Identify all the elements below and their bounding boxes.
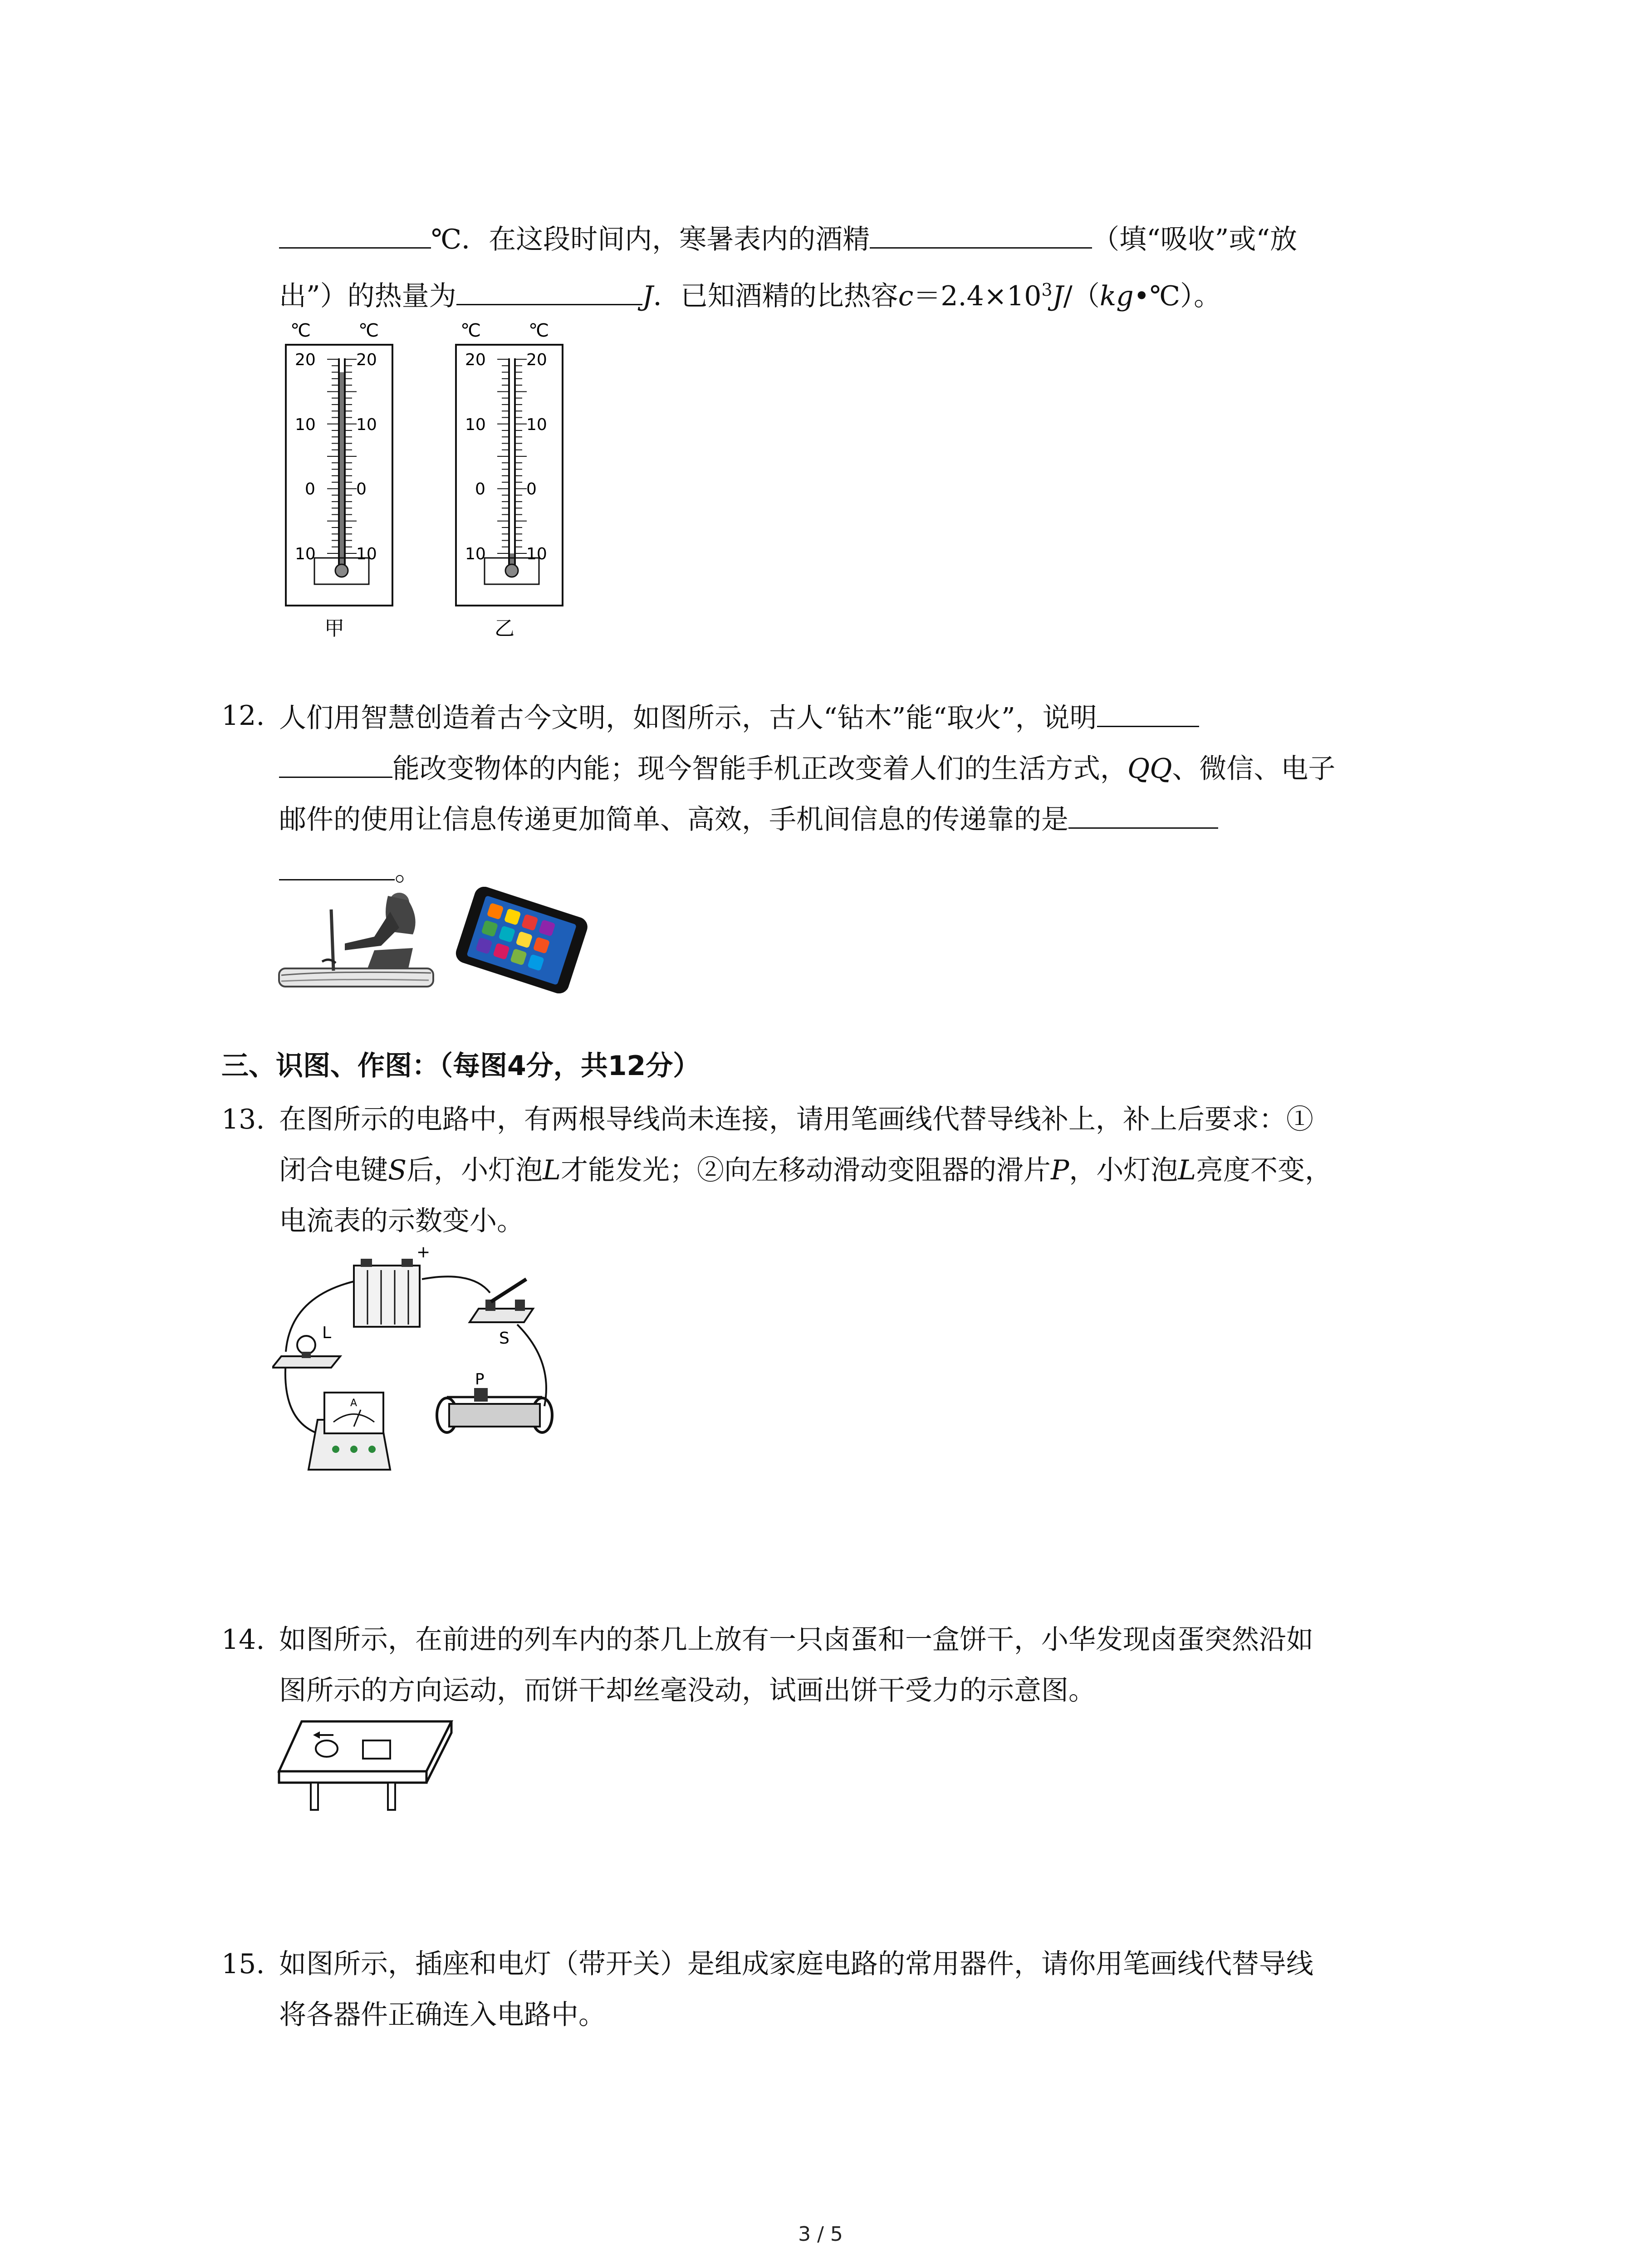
- svg-text:0: 0: [305, 480, 315, 499]
- q15-number: 15.: [221, 1948, 265, 1980]
- label-yi: 乙: [495, 617, 514, 640]
- svg-text:10: 10: [526, 415, 547, 434]
- unit-label: ℃: [529, 320, 549, 341]
- svg-text:10: 10: [465, 415, 486, 434]
- egg: [316, 1740, 338, 1757]
- thermometer-jia: [286, 320, 392, 640]
- svg-text:10: 10: [295, 545, 316, 563]
- thermometer-yi: [456, 320, 563, 640]
- q11-line-1: ℃．在这段时间内，寒暑表内的酒精 （填“吸收”或“放: [279, 219, 1297, 258]
- svg-text:10: 10: [356, 545, 377, 563]
- thermometers-figure: [272, 318, 599, 644]
- q11-line-2: 出”）的热量为 J．已知酒精的比热容$c=2.4\times 10^3J/(kg•℃)$。: [279, 276, 1221, 314]
- smartphone-figure: [454, 887, 590, 993]
- q12-blank-2[interactable]: [1068, 799, 1218, 829]
- q11-blank-absorb-release[interactable]: [870, 219, 1092, 249]
- q14-line-1: 如图所示，在前进的列车内的茶几上放有一只卤蛋和一盒饼干，小华发现卤蛋突然沿如: [279, 1624, 1313, 1656]
- ammeter-label: A: [350, 1398, 358, 1409]
- circuit-figure: [272, 1243, 590, 1488]
- ammeter: [309, 1393, 390, 1470]
- q12-number: 12.: [221, 700, 265, 732]
- svg-text:10: 10: [356, 415, 377, 434]
- table-leg: [311, 1783, 318, 1810]
- lamp-label: L: [322, 1324, 332, 1342]
- unit-label: ℃: [358, 320, 379, 341]
- q14-line-2: 图所示的方向运动，而饼干却丝毫没动，试画出饼干受力的示意图。: [279, 1675, 1096, 1706]
- lamp-l: [272, 1324, 340, 1368]
- wire: [422, 1276, 490, 1293]
- biscuit-box: [363, 1740, 390, 1759]
- q13-line-1: 在图所示的电路中，有两根导线尚未连接，请用笔画线代替导线补上，补上后要求：①: [279, 1104, 1313, 1135]
- q13-line-2: 闭合电键S后，小灯泡L才能发光；②向左移动滑动变阻器的滑片P，小灯泡L亮度不变，: [279, 1154, 1332, 1186]
- q13-line-3: 电流表的示数变小。: [279, 1205, 524, 1237]
- svg-text:10: 10: [526, 545, 547, 563]
- q13-number: 13.: [221, 1104, 265, 1135]
- svg-text:20: 20: [356, 351, 377, 369]
- svg-text:0: 0: [356, 480, 367, 499]
- rheostat: [437, 1370, 552, 1432]
- drill-wood-fire-figure: [277, 878, 440, 998]
- slider-label: P: [475, 1370, 485, 1388]
- svg-text:10: 10: [465, 545, 486, 563]
- q12-line-3: 邮件的使用让信息传递更加简单、高效，手机间信息的传递靠的是: [279, 799, 1218, 838]
- svg-text:0: 0: [475, 480, 485, 499]
- svg-text:20: 20: [295, 351, 316, 369]
- unit-label: ℃: [290, 320, 311, 341]
- switch-s: [470, 1279, 533, 1348]
- section-3-title: 三、识图、作图：（每图4分，共12分）: [221, 1050, 700, 1082]
- svg-text:10: 10: [295, 415, 316, 434]
- tea-table-figure: [277, 1717, 454, 1814]
- q12-blank-2b[interactable]: [279, 851, 395, 880]
- q12-line-4: 。: [279, 851, 422, 890]
- q12-line-1: 人们用智慧创造着古今文明，如图所示，古人“钻木”能“取火”，说明: [279, 698, 1199, 736]
- q15-line-2: 将各器件正确连入电路中。: [279, 1999, 606, 2031]
- wire: [517, 1325, 546, 1406]
- wire: [286, 1281, 354, 1352]
- svg-text:20: 20: [465, 351, 486, 369]
- page-number: 3 / 5: [798, 2223, 843, 2246]
- wire: [285, 1361, 318, 1433]
- svg-text:0: 0: [526, 480, 537, 499]
- q11-blank-temp[interactable]: [279, 219, 431, 249]
- battery: [354, 1243, 430, 1327]
- q15-line-1: 如图所示，插座和电灯（带开关）是组成家庭电路的常用器件，请你用笔画线代替导线: [279, 1948, 1313, 1980]
- label-jia: 甲: [324, 617, 344, 640]
- switch-label: S: [499, 1329, 509, 1348]
- q11-blank-heat[interactable]: [456, 276, 642, 305]
- table-leg: [388, 1783, 395, 1810]
- plus-label: +: [416, 1243, 431, 1261]
- svg-text:20: 20: [526, 351, 547, 369]
- q12-line-2: 能改变物体的内能；现今智能手机正改变着人们的生活方式，QQ、微信、电子: [279, 748, 1335, 787]
- q12-blank-1b[interactable]: [279, 748, 392, 778]
- thermometer-liquid-column: [340, 372, 344, 566]
- unit-label: ℃: [460, 320, 481, 341]
- q12-blank-1[interactable]: [1097, 698, 1199, 727]
- q14-number: 14.: [221, 1624, 265, 1656]
